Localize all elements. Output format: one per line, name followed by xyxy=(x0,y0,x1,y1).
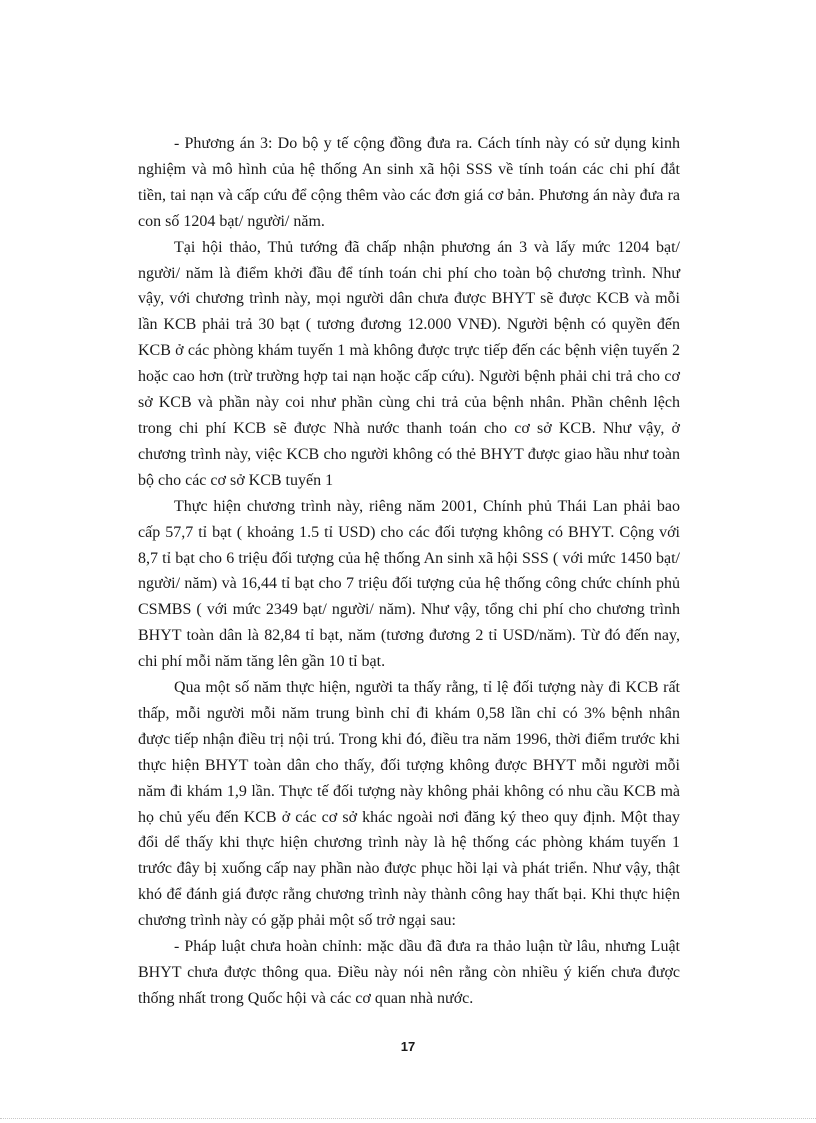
paragraph-workshop-decision: Tại hội thảo, Thủ tướng đã chấp nhận phương án 3 và lấy mức 1204 bạt/ người/ năm là điểm khởi đầu để tính toán chi phí cho toàn bộ chương trình. Như vậy, với chương trình này, mọi người dân chưa được BHYT sẽ được KCB và mỗi lần KCB phải trả 30 bạt ( tương đương 12.000 VNĐ). Người bệnh có quyền đến KCB ở các phòng khám tuyến 1 mà không được trực tiếp đến các bệnh viện tuyến 2 hoặc cao hơn (trừ trường hợp tai nạn hoặc cấp cứu). Người bệnh phải chi trả cho cơ sở KCB và phần này coi như phần cùng chi trả của bệnh nhân. Phần chênh lệch trong chi phí KCB sẽ được Nhà nước thanh toán cho cơ sở KCB. Như vậy, ở chương trình này, việc KCB cho người không có thẻ BHYT được giao hầu như toàn bộ cho các cơ sở KCB tuyến 1 xyxy=(138,238,680,489)
page-bottom-divider xyxy=(0,1118,816,1119)
paragraph-results-evaluation: Qua một số năm thực hiện, người ta thấy rằng, tỉ lệ đối tượng này đi KCB rất thấp, mỗi người mỗi năm trung bình chỉ đi khám 0,58 lần chỉ có 3% bệnh nhân được tiếp nhận điều trị nội trú. Trong khi đó, điều tra năm 1996, thời điểm trước khi thực hiện BHYT toàn dân cho thấy, đối tượng không được BHYT mỗi người mỗi năm đi khám 1,9 lần. Thực tế đối tượng này không phải không có nhu cầu KCB mà họ chủ yếu đến KCB ở các cơ sở khác ngoài nơi đăng ký theo quy định. Một thay đổi dể thấy khi thực hiện chương trình này là hệ thống các phòng khám tuyến 1 trước đây bị xuống cấp nay phần nào được phục hồi lại và phát triển. Như vậy, thật khó để đánh giá được rằng chương trình này thành công hay thất bại. Khi thực hiện chương trình này có gặp phải một số trở ngại sau: xyxy=(138,679,680,930)
page-number: 17 xyxy=(400,1039,416,1054)
paragraph-implementation-cost: Thực hiện chương trình này, riêng năm 2001, Chính phủ Thái Lan phải bao cấp 57,7 tỉ bạt ( khoảng 1.5 tỉ USD) cho các đối tượng không có BHYT. Cộng với 8,7 tỉ bạt cho 6 triệu đối tượng của hệ thống An sinh xã hội SSS ( với mức 1450 bạt/ người/ năm) và 16,44 tỉ bạt cho 7 triệu đối tượng của hệ thống công chức chính phủ CSMBS ( với mức 2349 bạt/ người/ năm). Như vậy, tổng chi phí cho chương trình BHYT toàn dân là 82,84 tỉ bạt, năm (tương đương 2 tỉ USD/năm). Từ đó đến nay, chi phí mỗi năm tăng lên gần 10 tỉ bạt. xyxy=(138,497,680,671)
body-text xyxy=(138,131,680,1012)
paragraph-legal-obstacles: - Pháp luật chưa hoàn chỉnh: mặc dầu đã đưa ra thảo luận từ lâu, nhưng Luật BHYT chưa được thông qua. Điều này nói nên rằng còn nhiều ý kiến chưa được thống nhất trong Quốc hội và các cơ quan nhà nước. xyxy=(138,938,680,1007)
paragraph-option-3: - Phương án 3: Do bộ y tế cộng đồng đưa ra. Cách tính này có sử dụng kinh nghiệm và mô hình của hệ thống An sinh xã hội SSS về tính toán các chi phí đắt tiền, tai nạn và cấp cứu để cộng thêm vào các đơn giá cơ bản. Phương án này đưa ra con số 1204 bạt/ người/ năm. xyxy=(138,135,680,230)
